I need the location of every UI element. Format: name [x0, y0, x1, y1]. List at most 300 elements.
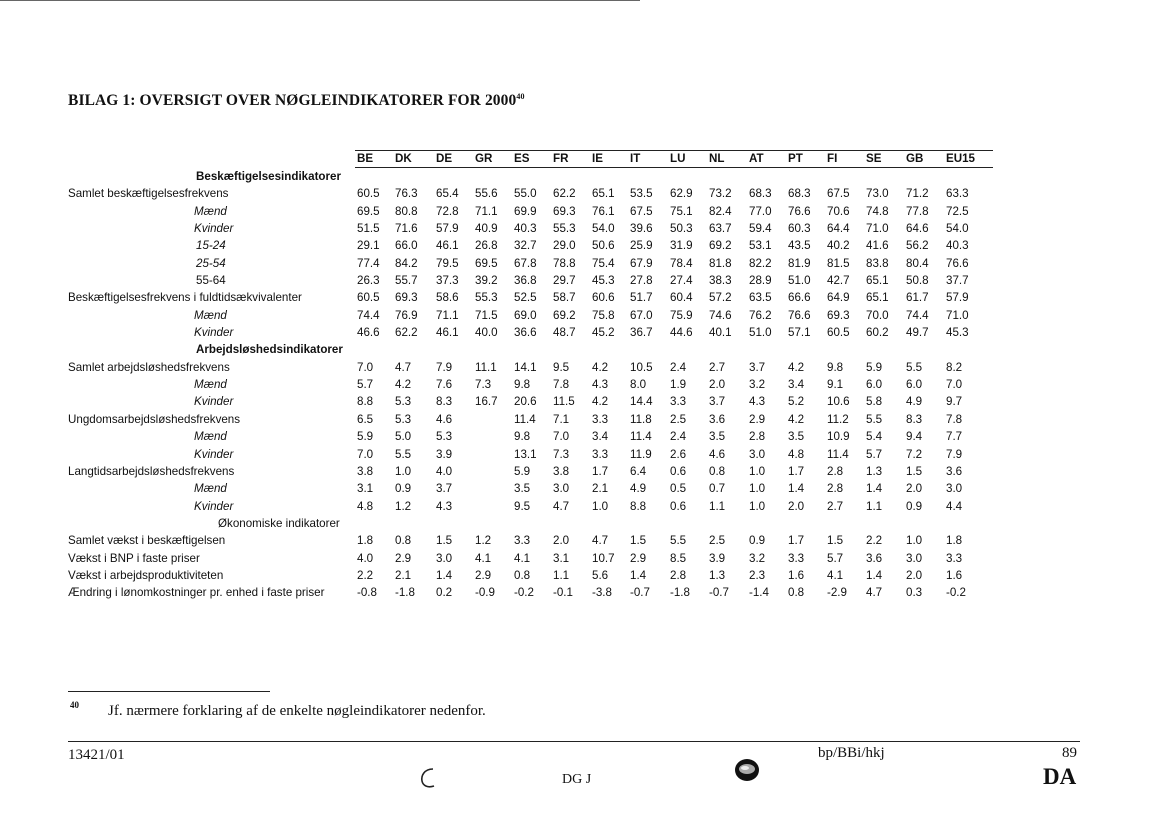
table-cell: 78.4 [670, 256, 693, 270]
table-cell: 5.9 [866, 360, 883, 374]
table-cell: 2.8 [670, 568, 687, 582]
table-cell: 42.7 [827, 274, 850, 288]
table-row [68, 515, 993, 532]
table-cell: 3.8 [553, 464, 570, 478]
table-cell: 69.3 [827, 308, 850, 322]
table-cell: 60.6 [592, 291, 615, 305]
table-cell: 7.9 [436, 360, 453, 374]
table-cell: 9.8 [827, 360, 844, 374]
table-cell: 84.2 [395, 256, 418, 270]
table-cell: 71.5 [475, 308, 498, 322]
table-cell: 72.8 [436, 204, 459, 218]
row-label: Samlet arbejdsløshedsfrekvens [68, 360, 230, 374]
table-cell: 7.8 [946, 412, 963, 426]
column-header-ie: IE [592, 152, 603, 165]
table-cell: 78.8 [553, 256, 576, 270]
table-cell: -0.9 [475, 586, 495, 600]
table-cell: 7.6 [436, 378, 453, 392]
table-row [68, 480, 993, 497]
table-cell: 4.6 [709, 447, 726, 461]
table-cell: 1.4 [436, 568, 453, 582]
table-cell: 39.6 [630, 222, 653, 236]
table-cell: 8.5 [670, 551, 687, 565]
table-cell: 11.4 [514, 412, 536, 426]
table-cell: 9.5 [514, 499, 531, 513]
table-cell: 81.8 [709, 256, 732, 270]
table-cell: 1.0 [592, 499, 609, 513]
table-row [68, 446, 993, 463]
table-cell: -1.4 [749, 586, 769, 600]
table-cell: 7.3 [475, 378, 492, 392]
table-cell: 1.1 [709, 499, 726, 513]
table-cell: -0.2 [946, 586, 966, 600]
table-cell: 55.3 [475, 291, 498, 305]
table-cell: 4.8 [788, 447, 805, 461]
scan-blot-icon [734, 758, 760, 782]
table-cell: 71.0 [946, 308, 969, 322]
table-cell: 3.2 [749, 551, 766, 565]
table-cell: 61.7 [906, 291, 929, 305]
table-cell: 5.3 [395, 395, 412, 409]
table-cell: 54.0 [946, 222, 969, 236]
table-cell: 3.7 [436, 482, 453, 496]
table-cell: 3.1 [553, 551, 570, 565]
table-cell: 5.8 [866, 395, 883, 409]
table-cell: 1.4 [866, 568, 883, 582]
table-cell: 1.7 [788, 464, 805, 478]
table-cell: 3.0 [436, 551, 453, 565]
table-cell: 76.2 [749, 308, 772, 322]
table-cell: -0.2 [514, 586, 534, 600]
footnote-text: Jf. nærmere forklaring af de enkelte nøgleindikatorer nedenfor. [108, 703, 486, 719]
table-cell: 7.0 [357, 447, 374, 461]
table-cell: 3.6 [709, 412, 726, 426]
table-cell: 65.1 [592, 187, 615, 201]
column-header-nl: NL [709, 152, 725, 165]
table-cell: 3.1 [357, 482, 374, 496]
table-cell: -0.7 [630, 586, 650, 600]
table-cell: 3.0 [906, 551, 923, 565]
author-reference: bp/BBi/hkj [818, 745, 885, 761]
row-label: Økonomiske indikatorer [218, 516, 340, 530]
table-cell: 29.7 [553, 274, 576, 288]
table-cell: 45.3 [946, 326, 969, 340]
table-cell: 5.3 [436, 430, 453, 444]
table-cell: 67.8 [514, 256, 537, 270]
table-cell: 68.3 [788, 187, 811, 201]
table-cell: 2.9 [475, 568, 492, 582]
table-row [68, 550, 993, 567]
table-cell: 5.5 [906, 360, 923, 374]
table-cell: 73.2 [709, 187, 732, 201]
table-cell: 2.2 [866, 534, 883, 548]
table-cell: 67.5 [827, 187, 850, 201]
table-cell: 3.0 [553, 482, 570, 496]
table-cell: 69.2 [553, 308, 576, 322]
row-label: Mænd [194, 482, 227, 496]
row-label: Mænd [194, 378, 227, 392]
table-cell: 10.7 [592, 551, 615, 565]
table-row [68, 376, 993, 393]
table-row [68, 393, 993, 410]
table-cell: 10.5 [630, 360, 653, 374]
table-cell: 69.0 [514, 308, 537, 322]
table-cell: 60.5 [827, 326, 850, 340]
table-cell: 64.4 [827, 222, 850, 236]
table-cell: 1.0 [395, 464, 412, 478]
table-cell: 57.2 [709, 291, 732, 305]
row-label: Kvinder [194, 395, 234, 409]
table-cell: 62.9 [670, 187, 693, 201]
table-cell: 1.1 [553, 568, 570, 582]
table-cell: 55.6 [475, 187, 498, 201]
table-cell: 0.3 [906, 586, 923, 600]
table-cell: 3.5 [709, 430, 726, 444]
table-cell: 7.0 [946, 378, 963, 392]
table-row [68, 532, 993, 549]
table-row [68, 359, 993, 376]
table-cell: 2.0 [709, 378, 726, 392]
table-cell: 4.8 [357, 499, 374, 513]
table-cell: 69.3 [553, 204, 576, 218]
column-header-es: ES [514, 152, 530, 165]
table-cell: 80.4 [906, 256, 929, 270]
column-header-at: AT [749, 152, 764, 165]
table-row [68, 203, 993, 220]
table-cell: 3.9 [709, 551, 726, 565]
table-cell: 2.6 [670, 447, 687, 461]
table-cell: 3.4 [788, 378, 805, 392]
table-cell: 3.9 [436, 447, 453, 461]
table-cell: 75.8 [592, 308, 615, 322]
table-cell: 79.5 [436, 256, 459, 270]
table-cell: 71.1 [475, 204, 498, 218]
table-cell: 2.4 [670, 430, 687, 444]
table-cell: 1.5 [630, 534, 647, 548]
table-cell: 81.5 [827, 256, 850, 270]
table-cell: 53.5 [630, 187, 653, 201]
row-label: Vækst i BNP i faste priser [68, 551, 200, 565]
table-cell: 27.4 [670, 274, 693, 288]
table-cell: 1.8 [946, 534, 963, 548]
table-cell: 54.0 [592, 222, 615, 236]
table-row [68, 567, 993, 584]
table-cell: 46.1 [436, 239, 459, 253]
column-header-de: DE [436, 152, 453, 165]
table-cell: 67.9 [630, 256, 653, 270]
table-cell: 37.3 [436, 274, 459, 288]
table-cell: -0.1 [553, 586, 573, 600]
table-cell: 7.8 [553, 378, 570, 392]
table-cell: 66.0 [395, 239, 418, 253]
table-cell: 0.7 [709, 482, 726, 496]
table-cell: 10.6 [827, 395, 850, 409]
table-cell: 9.8 [514, 378, 531, 392]
table-cell: 62.2 [553, 187, 576, 201]
column-header-gb: GB [906, 152, 924, 165]
table-cell: 2.4 [670, 360, 687, 374]
table-cell: 58.7 [553, 291, 576, 305]
table-cell: 2.8 [827, 482, 844, 496]
table-cell: 1.6 [788, 568, 805, 582]
column-header-fi: FI [827, 152, 838, 165]
table-cell: 3.2 [749, 378, 766, 392]
table-cell: -2.9 [827, 586, 847, 600]
table-cell: 74.8 [866, 204, 889, 218]
table-row [68, 411, 993, 428]
table-cell: 5.2 [788, 395, 805, 409]
table-cell: 3.6 [946, 464, 963, 478]
table-cell: 40.3 [514, 222, 537, 236]
table-cell: 4.4 [946, 499, 963, 513]
table-cell: 11.4 [827, 447, 849, 461]
table-cell: 4.7 [592, 534, 609, 548]
table-cell: 2.1 [395, 568, 412, 582]
column-header-be: BE [357, 152, 374, 165]
column-header-gr: GR [475, 152, 493, 165]
table-cell: 63.7 [709, 222, 732, 236]
table-cell: 4.1 [475, 551, 492, 565]
table-cell: 1.4 [630, 568, 647, 582]
table-cell: 67.5 [630, 204, 653, 218]
table-cell: 77.0 [749, 204, 772, 218]
column-header-it: IT [630, 152, 641, 165]
table-cell: 5.7 [866, 447, 883, 461]
table-cell: 6.4 [630, 464, 647, 478]
table-cell: 81.9 [788, 256, 811, 270]
table-cell: 1.4 [788, 482, 805, 496]
table-cell: 69.5 [475, 256, 498, 270]
footer-rule [68, 741, 1080, 742]
row-label: Kvinder [194, 222, 234, 236]
table-cell: 1.9 [670, 378, 687, 392]
table-cell: 71.0 [866, 222, 889, 236]
table-row [68, 220, 993, 237]
table-row [68, 584, 993, 601]
table-cell: 60.5 [357, 187, 380, 201]
row-label: 55-64 [196, 274, 226, 288]
table-cell: 0.9 [395, 482, 412, 496]
table-cell: 50.3 [670, 222, 693, 236]
table-cell: 4.2 [395, 378, 412, 392]
column-header-se: SE [866, 152, 882, 165]
column-header-dk: DK [395, 152, 412, 165]
table-cell: 9.8 [514, 430, 531, 444]
table-cell: 65.4 [436, 187, 459, 201]
table-row [68, 307, 993, 324]
column-header-pt: PT [788, 152, 803, 165]
table-cell: 43.5 [788, 239, 811, 253]
table-cell: 49.7 [906, 326, 929, 340]
table-cell: 36.6 [514, 326, 537, 340]
row-label: Ungdomsarbejdsløshedsfrekvens [68, 412, 241, 426]
table-cell: 83.8 [866, 256, 889, 270]
table-cell: 5.6 [592, 568, 609, 582]
footnote-rule [68, 691, 270, 692]
table-cell: 77.4 [357, 256, 380, 270]
table-cell: 6.5 [357, 412, 374, 426]
table-row [68, 324, 993, 341]
table-cell: 7.1 [553, 412, 570, 426]
top-scan-line [0, 0, 640, 1]
table-cell: 0.8 [788, 586, 805, 600]
table-cell: 4.9 [906, 395, 923, 409]
table-cell: 3.8 [357, 464, 374, 478]
table-cell: 9.4 [906, 430, 923, 444]
table-cell: 2.5 [709, 534, 726, 548]
table-cell: 4.3 [592, 378, 609, 392]
table-cell: 0.6 [670, 464, 687, 478]
language-code: DA [1043, 764, 1077, 789]
table-cell: 2.0 [553, 534, 570, 548]
table-row [68, 428, 993, 445]
table-cell: 0.9 [906, 499, 923, 513]
table-cell: 71.1 [436, 308, 459, 322]
table-cell: 27.8 [630, 274, 653, 288]
table-cell: 5.3 [395, 412, 412, 426]
table-cell: 64.9 [827, 291, 850, 305]
table-cell: 1.7 [788, 534, 805, 548]
table-cell: 57.9 [946, 291, 969, 305]
department-label: DG J [562, 772, 592, 787]
table-cell: 52.5 [514, 291, 537, 305]
table-cell: -0.7 [709, 586, 729, 600]
table-cell: 14.4 [630, 395, 653, 409]
table-cell: 1.0 [906, 534, 923, 548]
table-cell: 2.0 [906, 568, 923, 582]
table-cell: 51.5 [357, 222, 380, 236]
table-cell: 9.5 [553, 360, 570, 374]
table-cell: 68.3 [749, 187, 772, 201]
table-row [68, 289, 993, 306]
table-cell: 4.2 [788, 412, 805, 426]
table-cell: 76.9 [395, 308, 418, 322]
table-cell: 31.9 [670, 239, 693, 253]
table-cell: 75.9 [670, 308, 693, 322]
table-cell: 66.6 [788, 291, 811, 305]
table-cell: 1.4 [866, 482, 883, 496]
table-cell: 2.8 [827, 464, 844, 478]
table-cell: 1.8 [357, 534, 374, 548]
table-cell: 71.2 [906, 187, 929, 201]
table-cell: 5.7 [827, 551, 844, 565]
table-cell: 60.2 [866, 326, 889, 340]
table-cell: 69.9 [514, 204, 537, 218]
table-cell: 3.3 [592, 447, 609, 461]
table-cell: 82.4 [709, 204, 732, 218]
table-cell: 11.4 [630, 430, 652, 444]
table-cell: 4.6 [436, 412, 453, 426]
table-cell: 1.5 [906, 464, 923, 478]
table-cell: 7.7 [946, 430, 963, 444]
table-cell: 5.5 [395, 447, 412, 461]
table-cell: 1.0 [749, 464, 766, 478]
table-cell: 3.5 [514, 482, 531, 496]
table-cell: 7.9 [946, 447, 963, 461]
table-cell: 69.5 [357, 204, 380, 218]
table-cell: 29.0 [553, 239, 576, 253]
row-label: 15-24 [196, 239, 226, 253]
table-cell: 11.1 [475, 360, 497, 374]
table-cell: 70.0 [866, 308, 889, 322]
table-cell: 60.5 [357, 291, 380, 305]
table-cell: 40.2 [827, 239, 850, 253]
table-cell: 2.9 [749, 412, 766, 426]
table-cell: 2.9 [395, 551, 412, 565]
table-cell: 3.0 [946, 482, 963, 496]
table-cell: 74.4 [906, 308, 929, 322]
table-cell: 7.3 [553, 447, 570, 461]
column-header-eu15: EU15 [946, 152, 976, 165]
page-title [68, 92, 525, 110]
table-cell: 51.0 [788, 274, 811, 288]
table-cell: 76.6 [788, 308, 811, 322]
table-row [68, 341, 993, 358]
table-cell: 5.9 [357, 430, 374, 444]
table-cell: 20.6 [514, 395, 537, 409]
table-cell: 45.3 [592, 274, 615, 288]
table-cell: 36.7 [630, 326, 653, 340]
row-label: Mænd [194, 204, 227, 218]
table-cell: 1.0 [749, 482, 766, 496]
table-cell: 13.1 [514, 447, 537, 461]
table-row [68, 185, 993, 202]
table-cell: 55.7 [395, 274, 418, 288]
table-cell: 40.0 [475, 326, 498, 340]
table-cell: 28.9 [749, 274, 772, 288]
table-cell: 3.0 [749, 447, 766, 461]
table-cell: 3.3 [592, 412, 609, 426]
footnote-number: 40 [70, 700, 79, 710]
table-cell: 11.8 [630, 412, 652, 426]
table-cell: 11.5 [553, 395, 575, 409]
table-cell: 4.7 [553, 499, 570, 513]
table-cell: 14.1 [514, 360, 537, 374]
row-label: Samlet vækst i beskæftigelsen [68, 534, 226, 548]
table-cell: 2.0 [906, 482, 923, 496]
table-cell: 38.3 [709, 274, 732, 288]
table-cell: 69.2 [709, 239, 732, 253]
table-cell: 65.1 [866, 274, 889, 288]
table-cell: 76.6 [946, 256, 969, 270]
table-cell: 75.4 [592, 256, 615, 270]
table-cell: 65.1 [866, 291, 889, 305]
table-cell: 8.3 [906, 412, 923, 426]
table-cell: 67.0 [630, 308, 653, 322]
table-cell: 2.1 [592, 482, 609, 496]
table-cell: 1.3 [866, 464, 883, 478]
table-cell: 1.2 [395, 499, 412, 513]
table-cell: 2.3 [749, 568, 766, 582]
table-cell: 3.6 [866, 551, 883, 565]
table-cell: 1.3 [709, 568, 726, 582]
table-cell: 0.8 [395, 534, 412, 548]
table-cell: 1.6 [946, 568, 963, 582]
table-cell: 5.4 [866, 430, 883, 444]
table-cell: 60.3 [788, 222, 811, 236]
table-cell: 4.2 [788, 360, 805, 374]
table-cell: 2.2 [357, 568, 374, 582]
table-cell: 7.0 [357, 360, 374, 374]
table-cell: 4.0 [436, 464, 453, 478]
table-cell: 16.7 [475, 395, 498, 409]
table-cell: 40.1 [709, 326, 732, 340]
table-cell: 3.3 [946, 551, 963, 565]
table-row [68, 237, 993, 254]
row-label: Ændring i lønomkostninger pr. enhed i faste priser [68, 586, 325, 600]
table-cell: 6.0 [866, 378, 883, 392]
page-number: 89 [1062, 745, 1077, 761]
